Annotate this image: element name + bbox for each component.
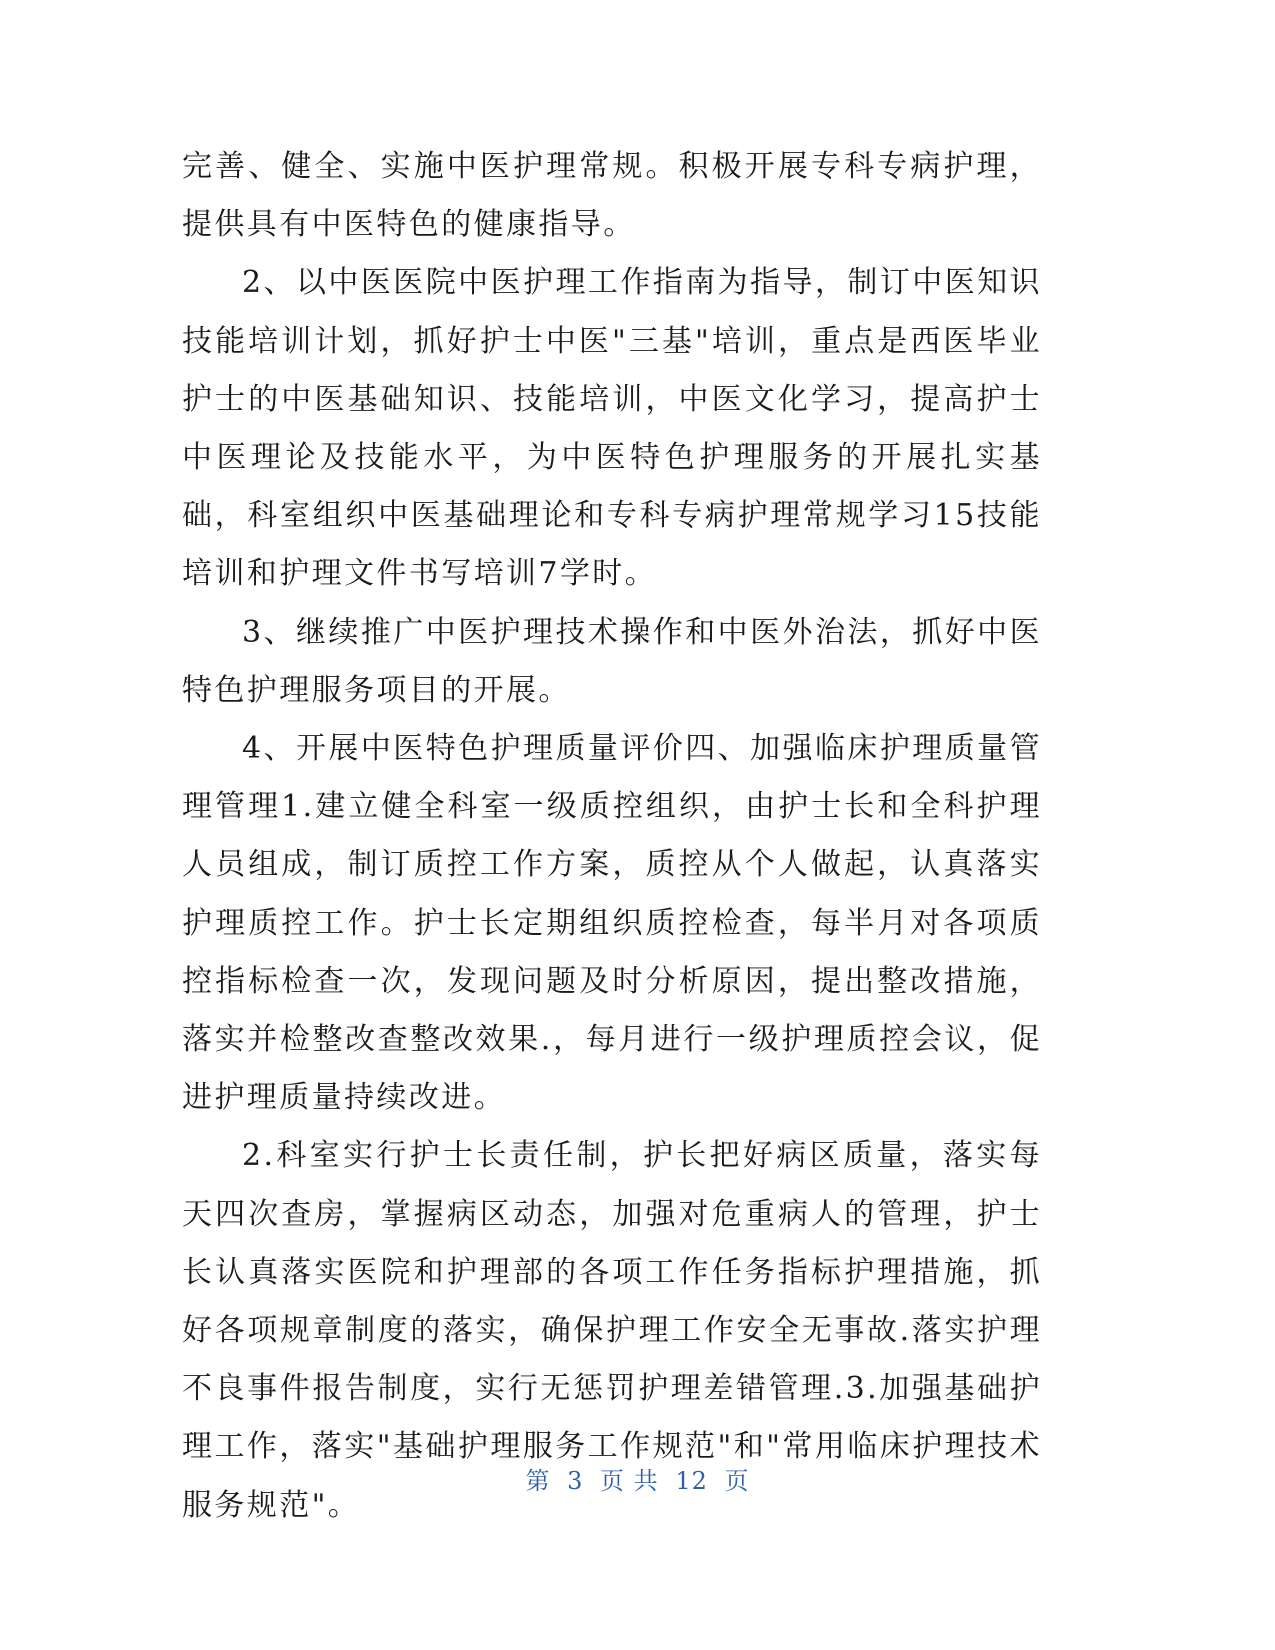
footer-middle: 页 共 [600,1467,659,1495]
paragraph-2: 2、以中医医院中医护理工作指南为指导，制订中医知识技能培训计划，抓好护士中医"三基"培训，重点是西医毕业护士的中医基础知识、技能培训，中医文化学习，提高护士中医理论及技能水平，为中医特色护理服务的开展扎实基础，科室组织中医基础理论和专科专病护理常规学习15技能培训和护理文件书写培训7学时。 [182,265,1042,592]
footer-page-number: 3 [567,1467,584,1495]
page-footer [0,1466,1275,1496]
paragraph-3: 3、继续推广中医护理技术操作和中医外治法，抓好中医特色护理服务项目的开展。 [182,614,1042,708]
paragraph-4: 4、开展中医特色护理质量评价四、加强临床护理质量管理管理1.建立健全科室一级质控组织，由护士长和全科护理人员组成，制订质控工作方案，质控从个人做起，认真落实护理质控工作。护士长定期组织质控检查，每半月对各项质控指标检查一次，发现问题及时分析原因，提出整改措施，落实并检整改查整改效果.，每月进行一级护理质控会议，促进护理质量持续改进。 [182,731,1042,1116]
paragraph-1: 完善、健全、实施中医护理常规。积极开展专科专病护理，提供具有中医特色的健康指导。 [182,149,1042,243]
document-body [182,138,1042,1535]
footer-prefix: 第 [525,1467,551,1495]
paragraph-5: 2.科室实行护士长责任制，护长把好病区质量，落实每天四次查房，掌握病区动态，加强对危重病人的管理，护士长认真落实医院和护理部的各项工作任务指标护理措施，抓好各项规章制度的落实，确保护理工作安全无事故.落实护理不良事件报告制度，实行无惩罚护理差错管理.3.加强基础护理工作，落实"基础护理服务工作规范"和"常用临床护理技术服务规范"。 [182,1138,1042,1523]
footer-total-pages: 12 [675,1467,708,1495]
footer-suffix: 页 [724,1467,750,1495]
